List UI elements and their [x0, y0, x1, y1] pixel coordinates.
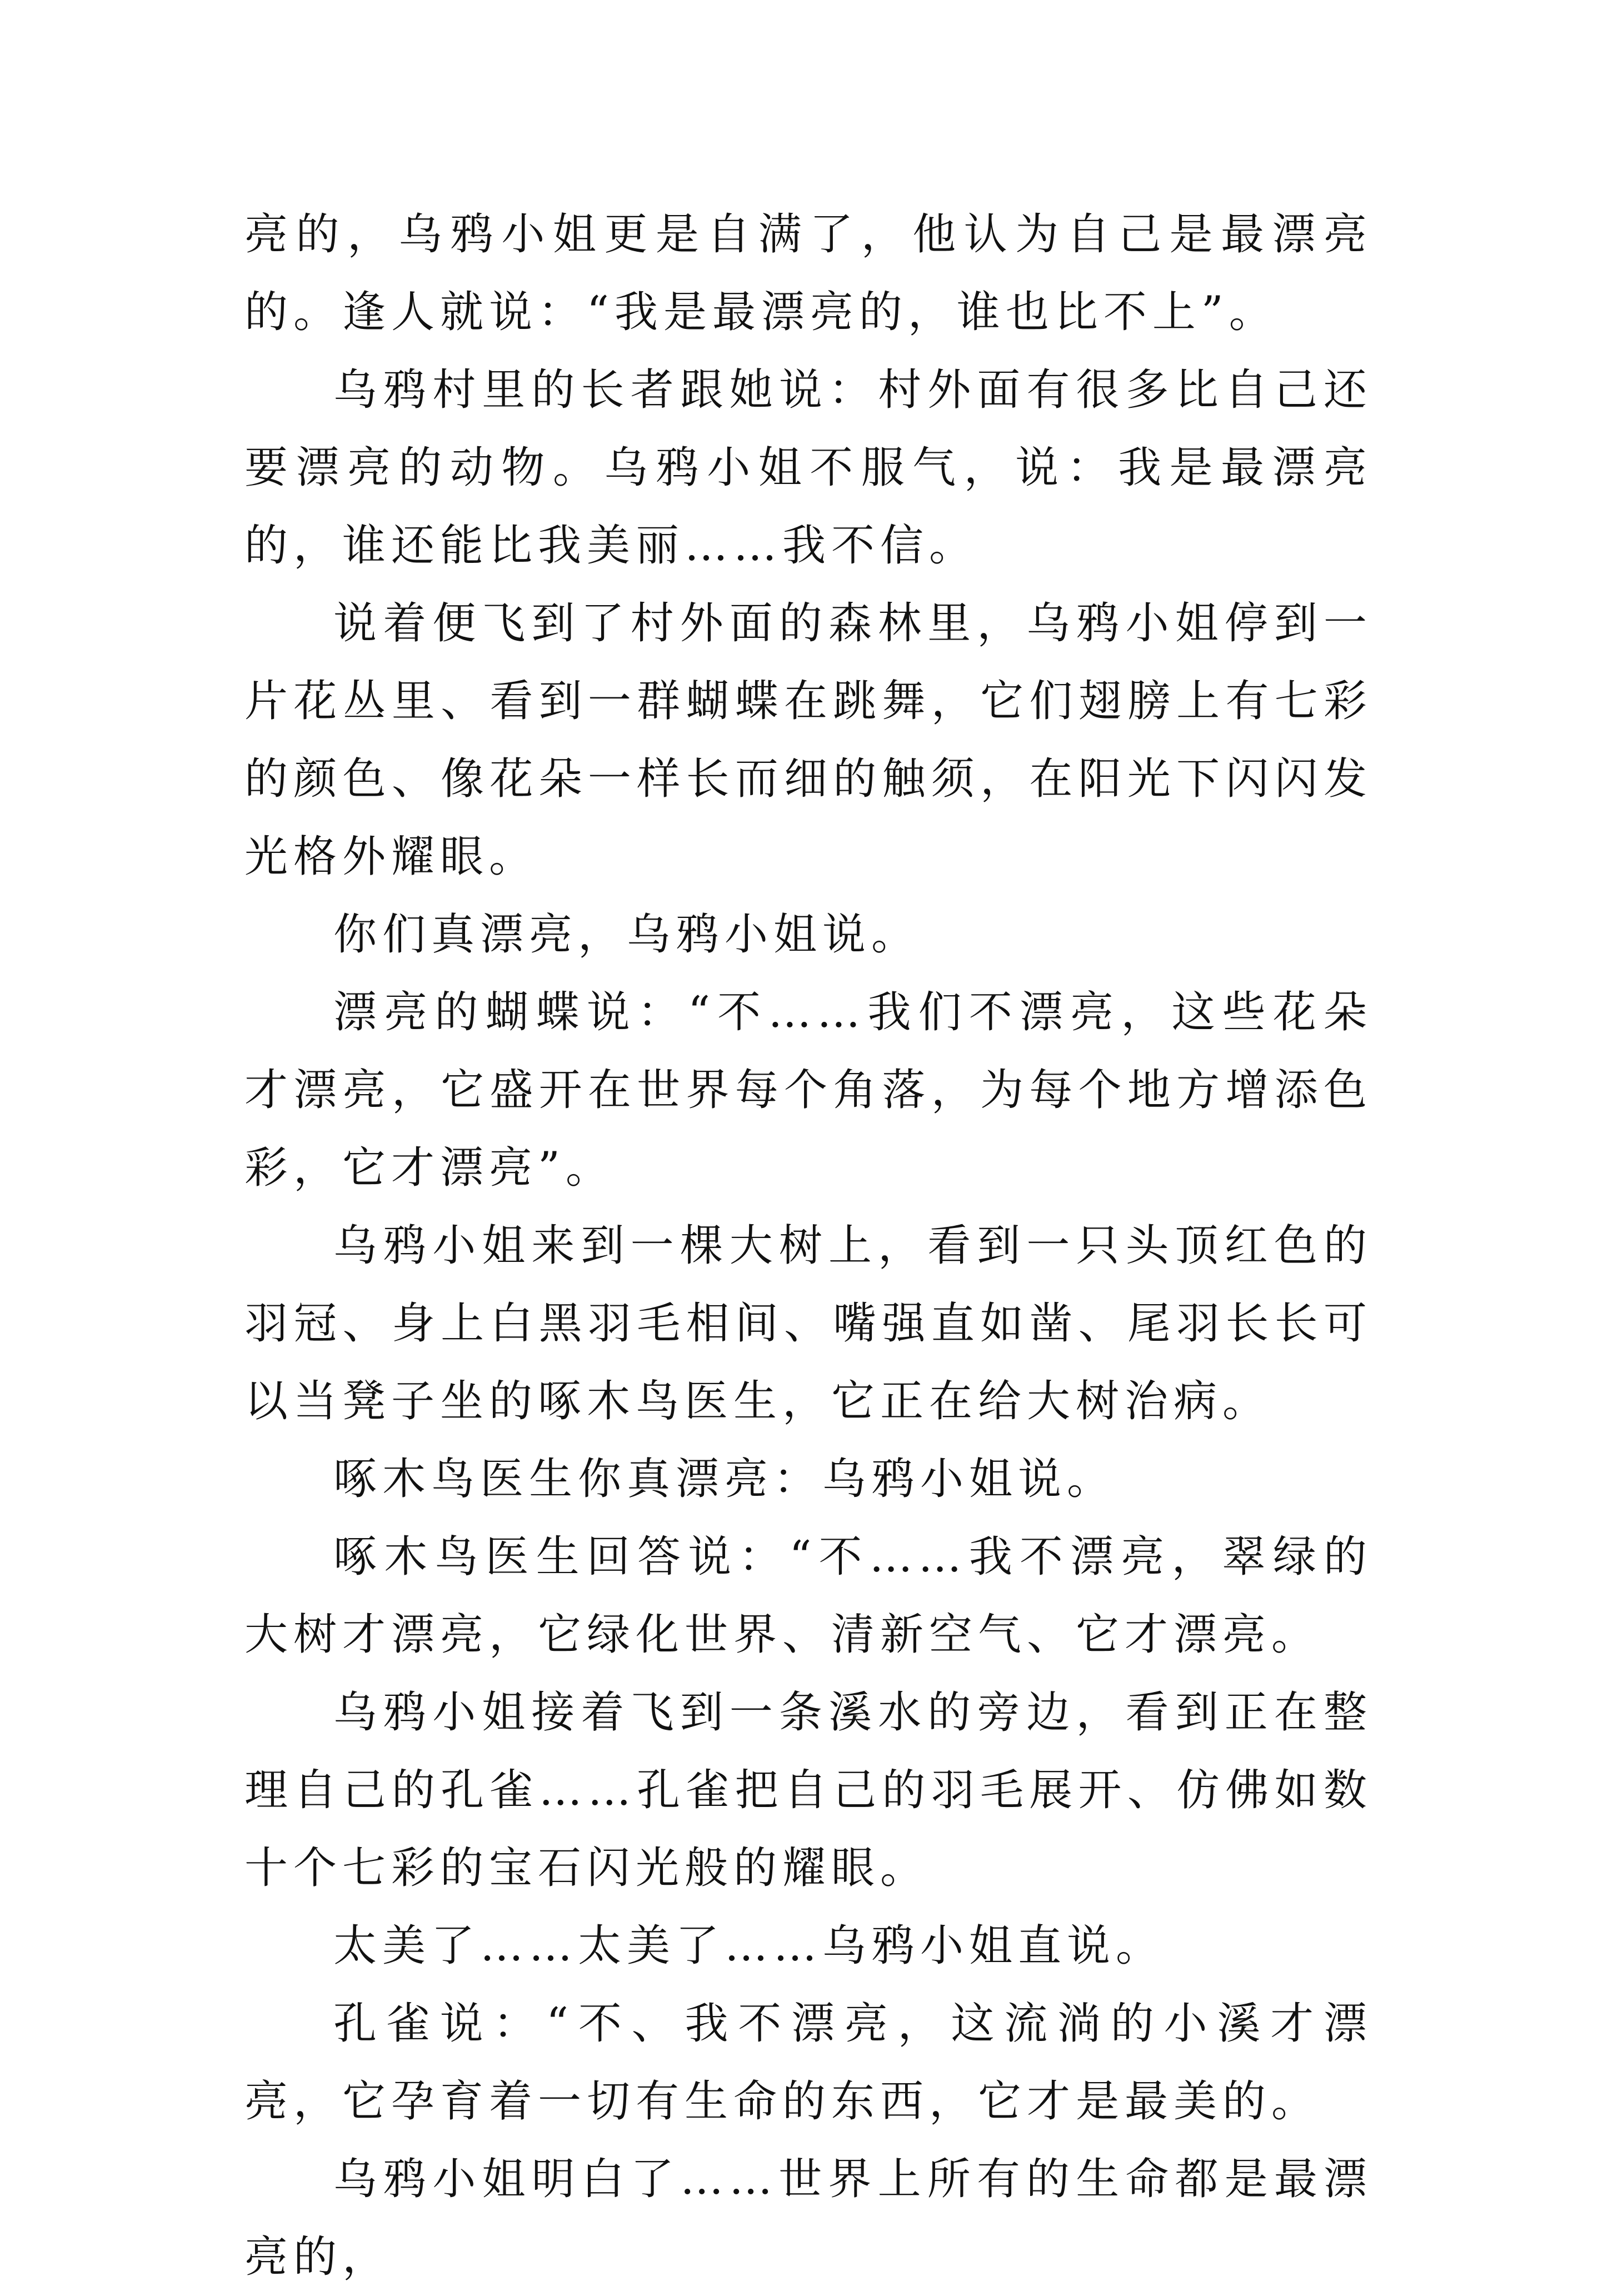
- paragraph-10: 太美了……太美了……乌鸦小姐直说。: [333, 1921, 1165, 1971]
- paragraph-3: 说着便飞到了村外面的森林里，乌鸦小姐停到一片花丛里、看到一群蝴蝶在跳舞，它们翅膀上有七彩的颜色、像花朵一样长而细的触须，在阳光下闪闪发光格外耀眼。: [244, 598, 1372, 882]
- story-text: [244, 196, 1372, 2296]
- paragraph-8: 啄木鸟医生回答说：“不……我不漂亮，翠绿的大树才漂亮，它绿化世界、清新空气、它才漂亮。: [244, 1532, 1372, 1660]
- paragraph-11: 孔雀说：“不、我不漂亮，这流淌的小溪才漂亮，它孕育着一切有生命的东西，它才是最美的。: [244, 1999, 1372, 2127]
- paragraph-6: 乌鸦小姐来到一棵大树上，看到一只头顶红色的羽冠、身上白黑羽毛相间、嘴强直如凿、尾羽长长可以当凳子坐的啄木鸟医生，它正在给大树治病。: [244, 1221, 1372, 1426]
- paragraph-9: 乌鸦小姐接着飞到一条溪水的旁边，看到正在整理自己的孔雀……孔雀把自己的羽毛展开、仿佛如数十个七彩的宝石闪光般的耀眼。: [244, 1688, 1372, 1893]
- paragraph-5: 漂亮的蝴蝶说：“不……我们不漂亮，这些花朵才漂亮，它盛开在世界每个角落，为每个地方增添色彩，它才漂亮”。: [244, 987, 1372, 1193]
- paragraph-2: 乌鸦村里的长者跟她说：村外面有很多比自己还要漂亮的动物。乌鸦小姐不服气，说：我是最漂亮的，谁还能比我美丽……我不信。: [244, 365, 1372, 571]
- paragraph-4: 你们真漂亮，乌鸦小姐说。: [333, 910, 921, 960]
- paragraph-12: 乌鸦小姐明白了……世界上所有的生命都是最漂亮的，: [244, 2154, 1372, 2282]
- paragraph-7: 啄木鸟医生你真漂亮：乌鸦小姐说。: [333, 1454, 1116, 1504]
- paragraph-1: 亮的，乌鸦小姐更是自满了，他认为自己是最漂亮的。逢人就说：“我是最漂亮的，谁也比不上”。: [244, 209, 1372, 337]
